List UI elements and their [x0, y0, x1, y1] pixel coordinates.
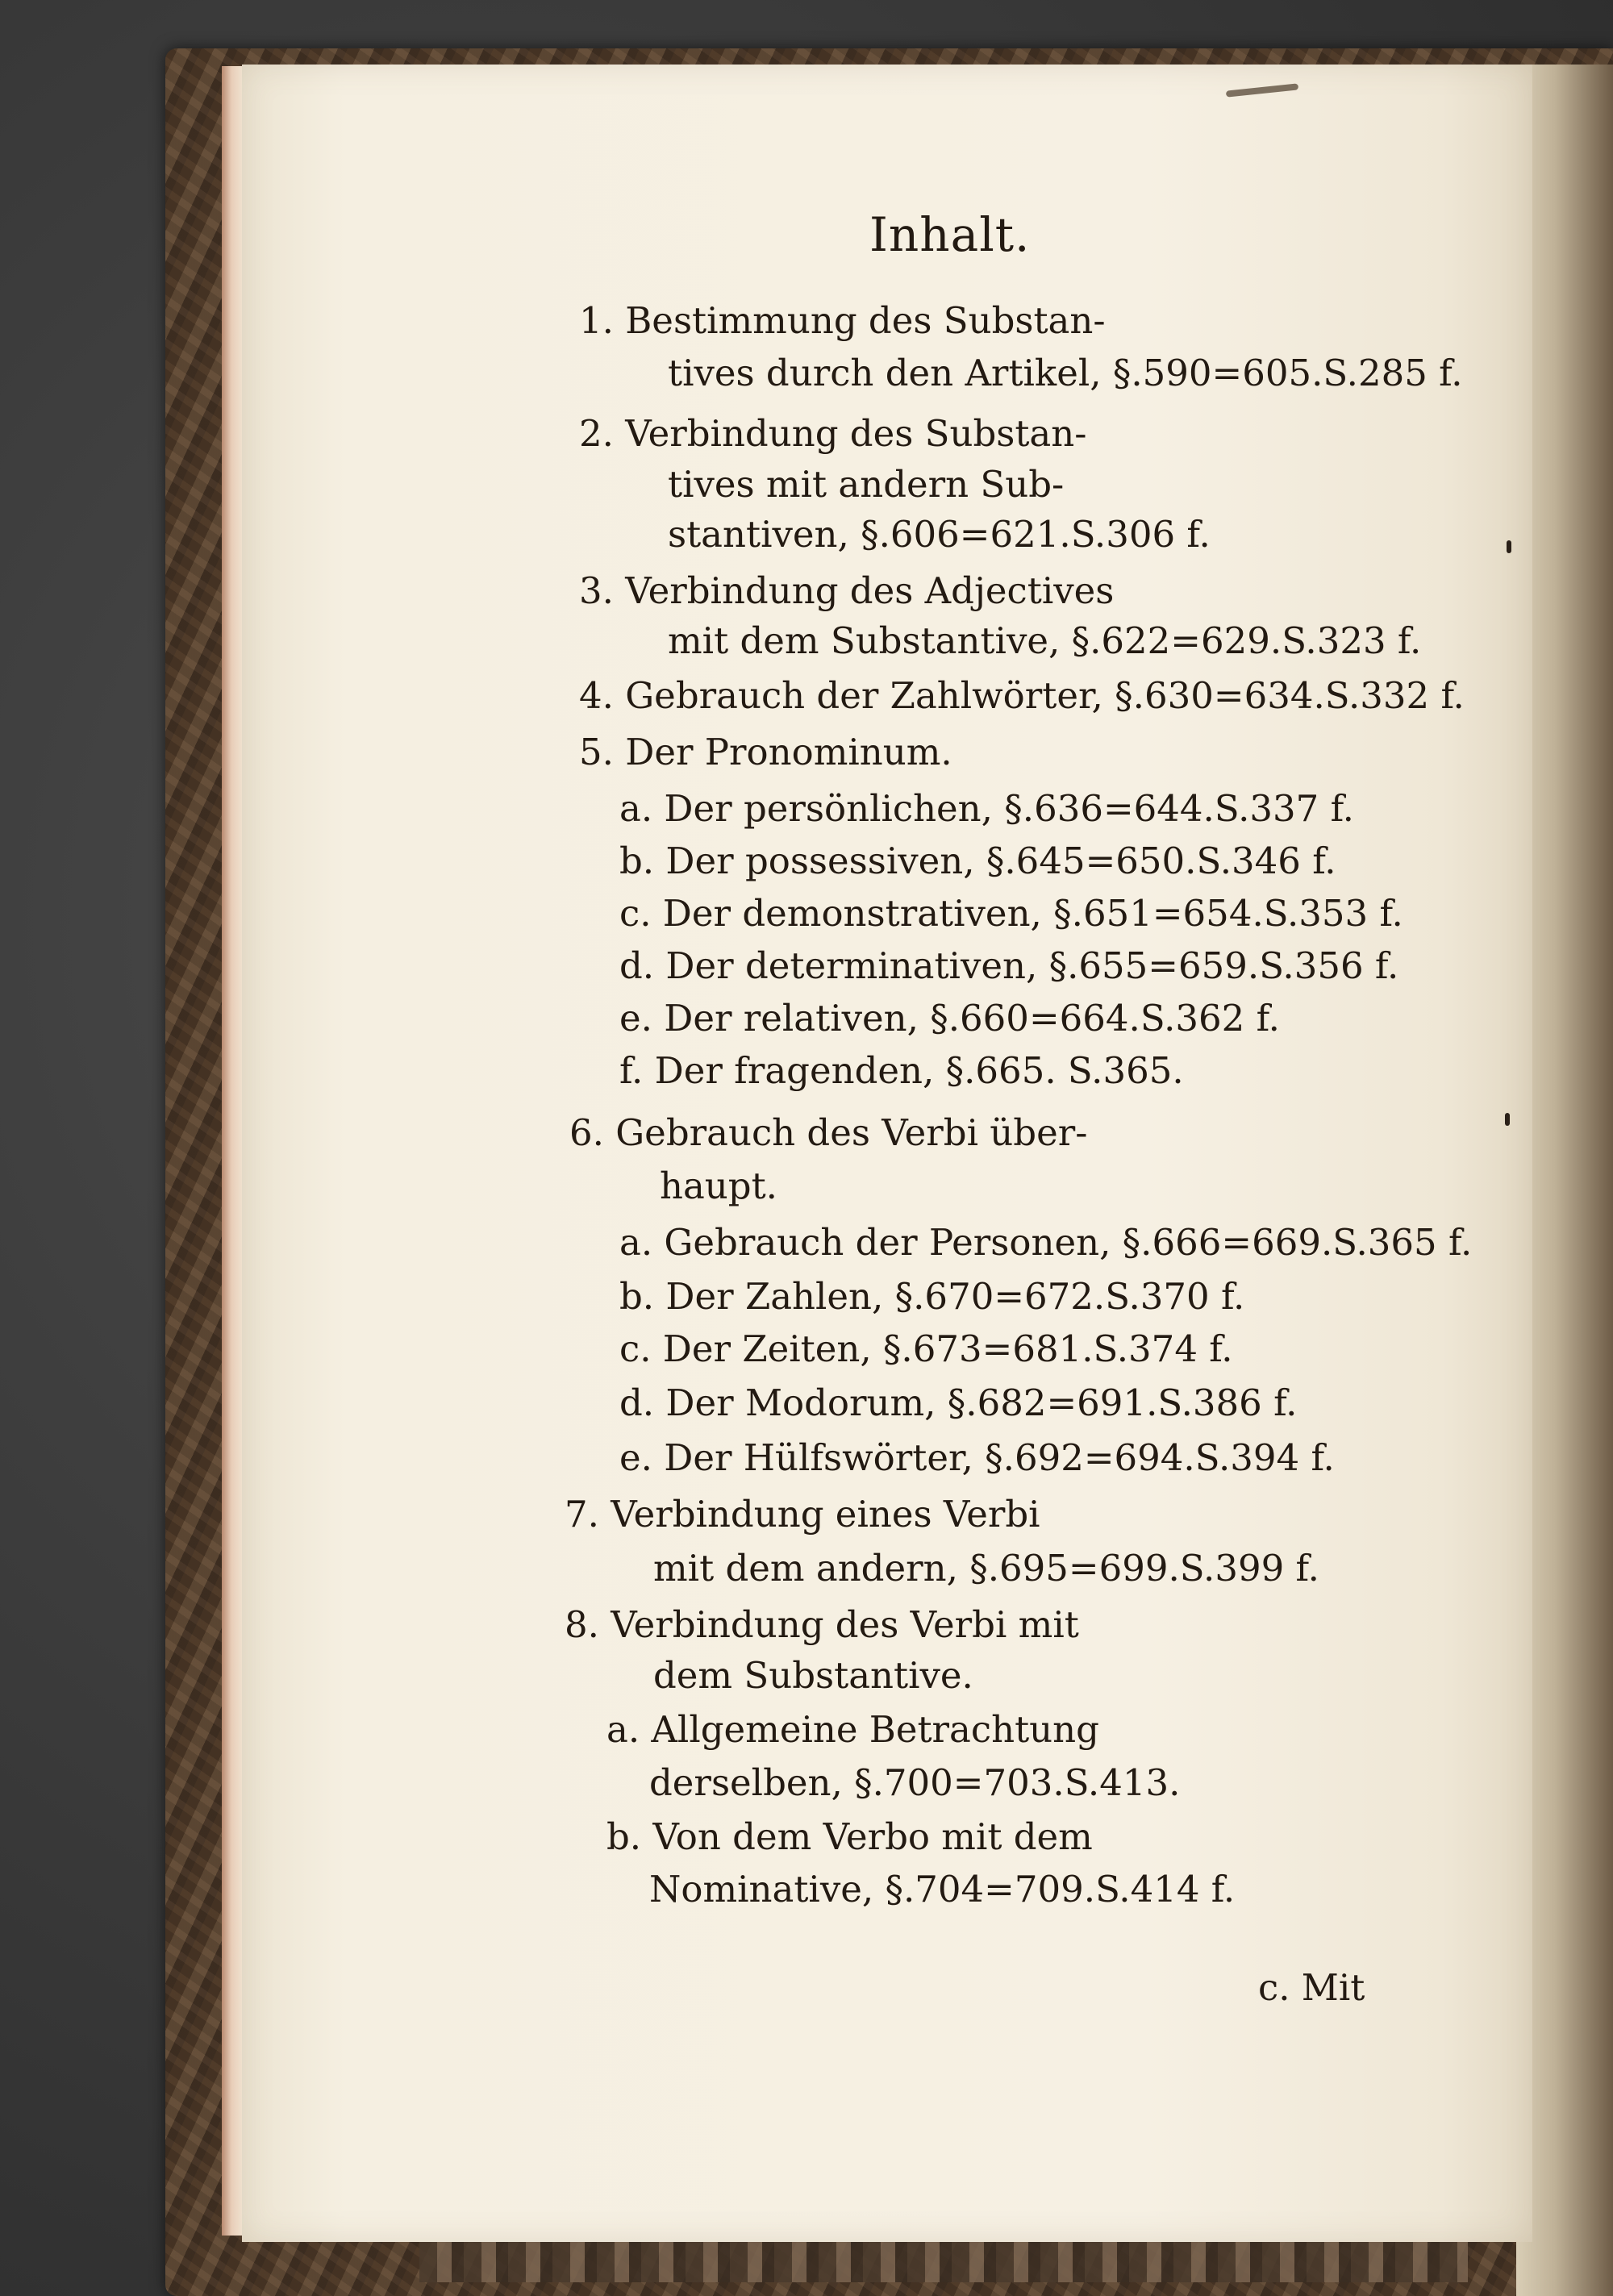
- toc-line: 5. Der Pronominum.: [579, 731, 952, 773]
- toc-line: mit dem Substantive, §.622=629.S.323 f.: [668, 619, 1422, 662]
- page-title: Inhalt.: [869, 207, 1031, 262]
- toc-line: e. Der relativen, §.660=664.S.362 f.: [619, 997, 1280, 1040]
- toc-line: a. Allgemeine Betrachtung: [606, 1708, 1099, 1751]
- catchword: c. Mit: [1258, 1966, 1365, 2009]
- toc-line: Nominative, §.704=709.S.414 f.: [649, 1868, 1236, 1911]
- toc-line: stantiven, §.606=621.S.306 f.: [668, 513, 1211, 556]
- toc-line: a. Der persönlichen, §.636=644.S.337 f.: [619, 787, 1354, 830]
- toc-line: haupt.: [660, 1165, 777, 1207]
- toc-line: 1. Bestimmung des Substan-: [579, 299, 1106, 342]
- toc-line: b. Der Zahlen, §.670=672.S.370 f.: [619, 1275, 1245, 1318]
- toc-line: 6. Gebrauch des Verbi über-: [569, 1111, 1088, 1154]
- toc-line: 4. Gebrauch der Zahlwörter, §.630=634.S.332 f.: [579, 674, 1465, 717]
- toc-line: b. Von dem Verbo mit dem: [606, 1815, 1093, 1858]
- toc-line: 2. Verbindung des Substan-: [579, 412, 1087, 455]
- toc-line: 8. Verbindung des Verbi mit: [565, 1603, 1079, 1646]
- toc-line: e. Der Hülfswörter, §.692=694.S.394 f.: [619, 1436, 1335, 1479]
- toc-line: c. Der demonstrativen, §.651=654.S.353 f.: [619, 892, 1403, 935]
- toc-line: 3. Verbindung des Adjectives: [579, 569, 1115, 612]
- toc-line: a. Gebrauch der Personen, §.666=669.S.365 f.: [619, 1221, 1473, 1264]
- toc-line: c. Der Zeiten, §.673=681.S.374 f.: [619, 1327, 1233, 1370]
- toc-line: f. Der fragenden, §.665. S.365.: [619, 1049, 1184, 1092]
- toc-line: mit dem andern, §.695=699.S.399 f.: [653, 1547, 1319, 1590]
- toc-line: 7. Verbindung eines Verbi: [565, 1493, 1040, 1536]
- ink-dot: [1505, 1113, 1510, 1126]
- ink-dot: [1507, 540, 1511, 553]
- toc-line: d. Der determinativen, §.655=659.S.356 f.: [619, 944, 1399, 987]
- toc-line: tives durch den Artikel, §.590=605.S.285 f.: [668, 352, 1463, 394]
- toc-line: d. Der Modorum, §.682=691.S.386 f.: [619, 1381, 1298, 1424]
- toc-line: derselben, §.700=703.S.413.: [649, 1761, 1181, 1804]
- toc-line: dem Substantive.: [653, 1654, 973, 1697]
- toc-line: tives mit andern Sub-: [668, 463, 1065, 506]
- toc-line: b. Der possessiven, §.645=650.S.346 f.: [619, 840, 1336, 882]
